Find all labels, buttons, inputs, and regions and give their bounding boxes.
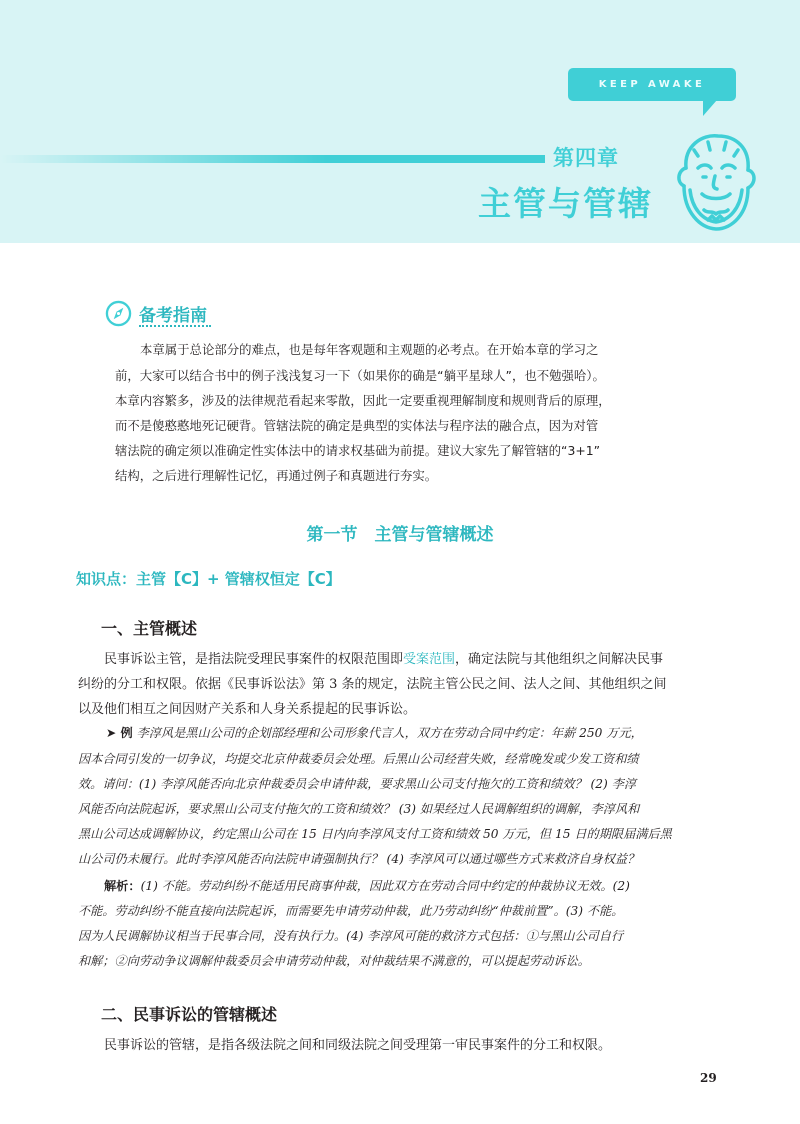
subsection-heading: 一、主管概述 <box>101 619 198 638</box>
analysis-line: 因为人民调解协议相当于民事合同，没有执行力。(4) 李淳风可能的救济方式包括：①与黑山公司自行 <box>78 929 624 943</box>
section-title: 第一节 主管与管辖概述 <box>306 525 494 545</box>
analysis-label: 解析： <box>104 879 141 893</box>
body-text: 民事诉讼主管，是指法院受理民事案件的权限范围即 <box>104 652 404 667</box>
body-line <box>78 648 764 667</box>
bearded-face-icon <box>668 128 764 234</box>
keep-awake-badge: KEEP AWAKE <box>568 68 736 101</box>
analysis-line: 和解；②向劳动争议调解仲裁委员会申请劳动仲裁，对仲裁结果不满意的，可以提起劳动诉讼。 <box>78 954 590 968</box>
chapter-number: 第四章 <box>553 146 619 170</box>
guide-line: 本章属于总论部分的难点，也是每年客观题和主观题的必考点。在开始本章的学习之 <box>140 342 599 357</box>
compass-icon <box>105 300 132 327</box>
example-line: 山公司仍未履行。此时李淳风能否向法院申请强制执行？ (4) 李淳风可以通过哪些方式来救济自身权益？ <box>78 852 640 866</box>
badge-tail <box>703 100 717 116</box>
analysis-text: (1) 不能。劳动纠纷不能适用民商事仲裁，因此双方在劳动合同中约定的仲裁协议无效。(2) <box>140 879 630 893</box>
body-line: 纠纷的分工和权限。依据《民事诉讼法》第 3 条的规定，法院主管公民之间、法人之间、其他组织之间 <box>78 677 667 692</box>
example-line: 风能否向法院起诉，要求黑山公司支付拖欠的工资和绩效？ (3) 如果经过人民调解组织的调解，李淳风和 <box>78 802 640 816</box>
example-line: 黑山公司达成调解协议，约定黑山公司在 15 日内向李淳风支付工资和绩效 50 万元，但 15 日的期限届满后黑 <box>78 827 672 841</box>
body-text: ，确定法院与其他组织之间解决民事 <box>455 652 664 667</box>
guide-line: 前，大家可以结合书中的例子浅浅复习一下（如果你的确是“躺平星球人”，也不勉强哈）。 <box>115 368 605 383</box>
highlighted-term: 受案范围 <box>403 652 456 667</box>
example-line <box>78 724 766 741</box>
example-text: 李淳风是黑山公司的企划部经理和公司形象代言人，双方在劳动合同中约定：年薪 250 万元， <box>136 726 643 740</box>
subsection-heading: 二、民事诉讼的管辖概述 <box>101 1005 278 1024</box>
guide-title: 备考指南 <box>139 306 207 326</box>
guide-line: 辖法院的确定须以准确定性实体法中的请求权基础为前提。建议大家先了解管辖的“3+1” <box>115 443 601 458</box>
example-line: 效。请问：(1) 李淳风能否向北京仲裁委员会申请仲裁，要求黑山公司支付拖欠的工资和绩效？ (2) 李淳 <box>78 777 637 791</box>
body-line: 以及他们相互之间因财产关系和人身关系提起的民事诉讼。 <box>78 702 417 717</box>
guide-line: 本章内容繁多，涉及的法律规范看起来零散，因此一定要重视理解制度和规则背后的原理， <box>115 393 611 408</box>
guide-line: 而不是傻憨憨地死记硬背。管辖法院的确定是典型的实体法与程序法的融合点，因为对管 <box>115 418 599 433</box>
knowledge-point-title: 知识点：主管【C】+ 管辖权恒定【C】 <box>76 570 341 588</box>
page-number: 29 <box>700 1071 717 1085</box>
chapter-divider-line <box>0 155 545 163</box>
analysis-line <box>78 877 764 894</box>
chapter-title: 主管与管辖 <box>478 184 653 223</box>
guide-title-underline <box>139 325 211 327</box>
analysis-line: 不能。劳动纠纷不能直接向法院起诉，而需要先申请劳动仲裁，此乃劳动纠纷“仲裁前置”。(3) 不能。 <box>78 904 624 918</box>
example-line: 因本合同引发的一切争议，均提交北京仲裁委员会处理。后黑山公司经营失败，经常晚发或少发工资和绩 <box>78 752 639 766</box>
guide-line: 结构，之后进行理解性记忆，再通过例子和真题进行夯实。 <box>115 468 438 483</box>
body-line: 民事诉讼的管辖，是指各级法院之间和同级法院之间受理第一审民事案件的分工和权限。 <box>104 1038 612 1053</box>
example-label: ➤ 例 <box>106 726 133 740</box>
